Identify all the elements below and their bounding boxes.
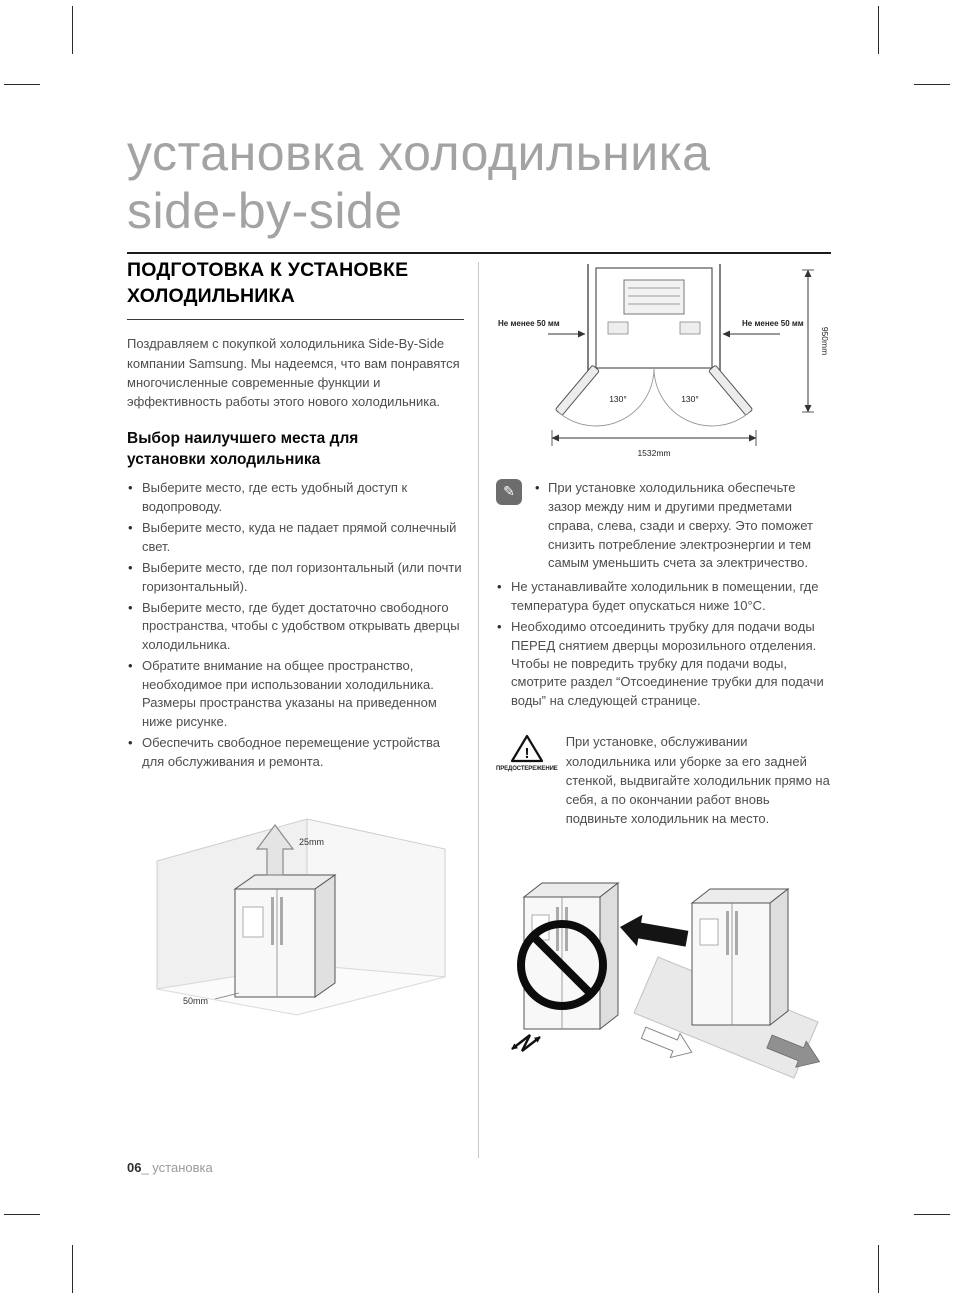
crop-mark: [878, 1245, 879, 1293]
width-dimension-label: 1532mm: [637, 448, 671, 458]
page-number: 06: [127, 1160, 142, 1175]
crop-mark: [914, 84, 950, 85]
note-item: • При установке холодильника обеспечьте зазор между ним и другими предметами справа, слева, сзади и сверху. Это поможет снизить потребление электроэнергии и тем самым уменьшить счета за электричество.: [535, 479, 832, 573]
left-door-open: [555, 365, 599, 415]
placement-tips-list: [127, 479, 464, 771]
note-list: [496, 578, 832, 710]
chapter-title-line-2: side-by-side: [127, 183, 403, 239]
compressor-grille: [624, 280, 684, 314]
right-fridge-side: [770, 889, 788, 1025]
zigzag-arrow: [512, 1035, 540, 1051]
exclamation-mark: !: [524, 745, 530, 763]
fridge-handle: [280, 897, 283, 945]
left-column: [127, 258, 464, 1025]
column-divider: [478, 262, 479, 1158]
crop-mark: [4, 84, 40, 85]
crop-mark: [878, 6, 879, 54]
fridge-front-face: [235, 889, 315, 997]
right-door-open: [709, 365, 753, 415]
title-divider: [127, 252, 831, 254]
note-pencil-icon: ✎: [496, 479, 522, 505]
right-clearance-label: Не менее 50 мм: [742, 319, 804, 328]
moving-instruction-figure: [496, 845, 832, 1080]
caution-label: ПРЕДОСТЕРЕЖЕНИЕ: [496, 766, 558, 773]
subsection-heading: Выбор наилучшего места для установки холодильника: [127, 430, 359, 468]
sideways-push-arrow: [617, 911, 690, 954]
fridge-detail: [680, 322, 700, 334]
note-item: • Не устанавливайте холодильник в помещении, где температура будет опускаться ниже 10°C.: [496, 578, 832, 615]
section-heading: ПОДГОТОВКА К УСТАНОВКЕ ХОЛОДИЛЬНИКА: [127, 258, 464, 320]
left-fridge-handle: [565, 907, 568, 951]
depth-dimension-label: 950mm: [820, 326, 830, 356]
list-item: • Выберите место, где есть удобный доступ к водопроводу.: [127, 479, 464, 516]
list-item: • Выберите место, куда не падает прямой солнечный свет.: [127, 519, 464, 556]
page-footer: [127, 1160, 213, 1175]
side-clearance-label: 50mm: [183, 996, 209, 1007]
door-clearance-diagram: [496, 260, 832, 465]
caution-text: При установке, обслуживании холодильника или уборке за его задней стенкой, выдвигайте холодильник прямо на себя, а по окончании работ вновь подвиньте холодильник на место.: [565, 734, 830, 827]
crop-mark: [914, 1214, 950, 1215]
left-clearance-label: Не менее 50 мм: [498, 319, 560, 328]
right-fridge-handle: [735, 911, 738, 955]
right-fridge-dispenser: [700, 919, 718, 945]
crop-mark: [72, 6, 73, 54]
crop-mark: [4, 1214, 40, 1215]
list-item: • Обратите внимание на общее пространство, необходимое при использовании холодильника. Размеры пространства указаны на приведенном ниже рисунке.: [127, 657, 464, 731]
note-block: [496, 479, 832, 710]
note-item: • Необходимо отсоединить трубку для подачи воды ПЕРЕД снятием дверцы морозильного отделения. Чтобы не повредить трубку для подачи воды, смотрите раздел “Отсоединение трубки для подачи воды” на следующей странице.: [496, 618, 832, 710]
crop-mark: [72, 1245, 73, 1293]
left-door-angle-label: 130°: [609, 394, 627, 404]
caution-block: [496, 732, 832, 828]
right-column: [496, 258, 832, 1080]
chapter-title-line-1: установка холодильника: [127, 125, 711, 181]
fridge-detail: [608, 322, 628, 334]
warning-triangle-icon: [510, 734, 544, 764]
page-section-label: _ установка: [141, 1160, 213, 1175]
intro-paragraph: Поздравляем с покупкой холодильника Side-By-Side компании Samsung. Мы надеемся, что вам понравятся многочисленные современные функции и эффективность работы этого нового холодильника.: [127, 336, 460, 410]
right-fridge-handle: [726, 911, 729, 955]
fridge-handle: [271, 897, 274, 945]
top-clearance-label: 25mm: [299, 837, 325, 848]
fridge-dispenser: [243, 907, 263, 937]
list-item: • Обеспечить свободное перемещение устройства для обслуживания и ремонта.: [127, 734, 464, 771]
room-clearance-figure: [127, 797, 464, 1025]
list-item: • Выберите место, где будет достаточно свободного пространства, чтобы с удобством открывать дверцы холодильника.: [127, 599, 464, 654]
left-fridge-handle: [556, 907, 559, 951]
right-door-angle-label: 130°: [681, 394, 699, 404]
chapter-title: [127, 124, 831, 254]
list-item: • Выберите место, где пол горизонтальный (или почти горизонтальный).: [127, 559, 464, 596]
fridge-side-face: [315, 875, 335, 997]
caution-icon: [496, 732, 558, 772]
